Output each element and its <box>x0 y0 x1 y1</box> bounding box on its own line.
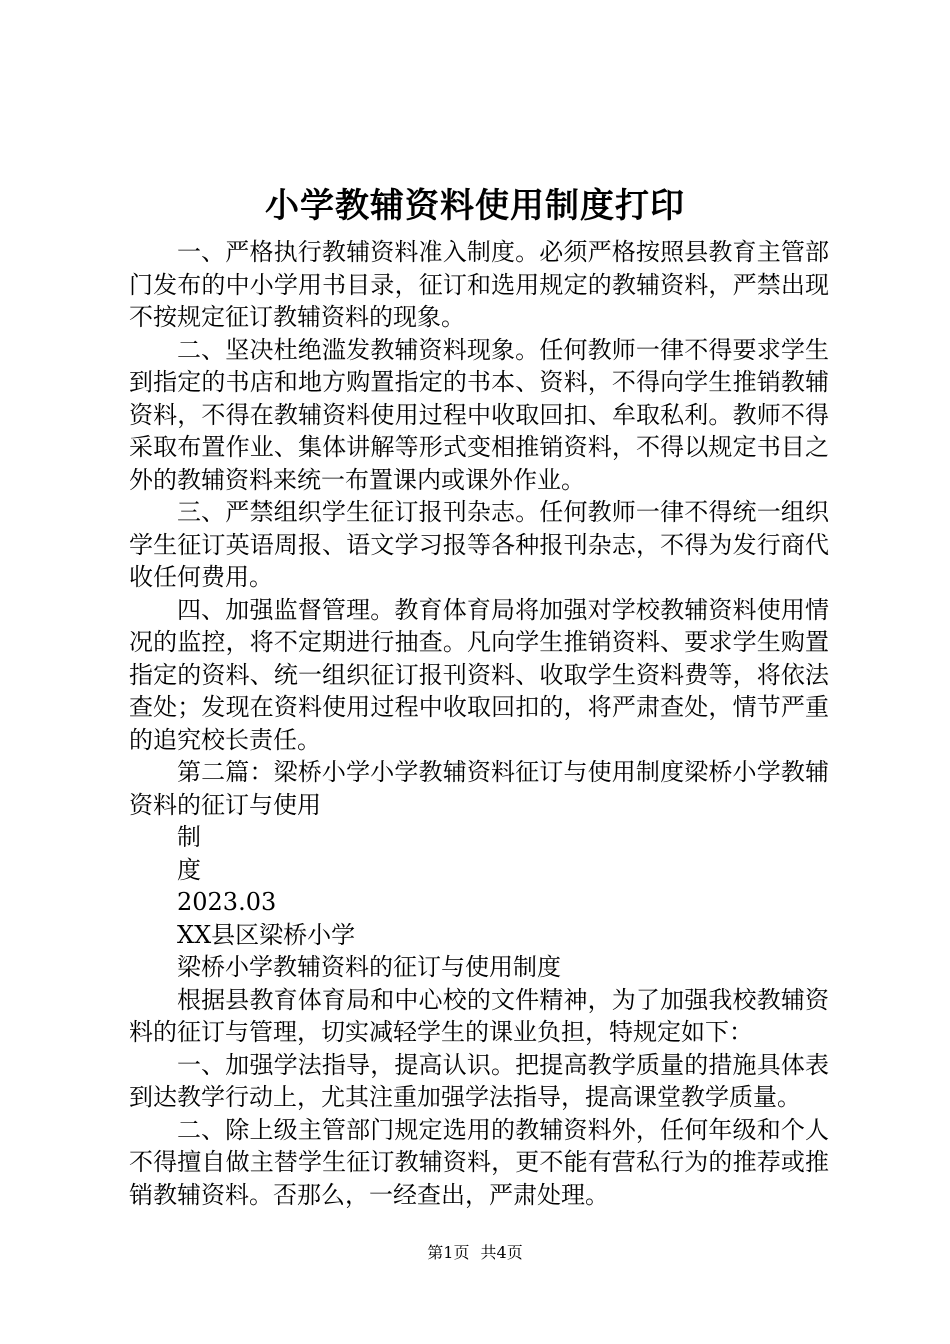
paragraph-1: 一、严格执行教辅资料准入制度。必须严格按照县教育主管部门发布的中小学用书目录，征订和选用规定的教辅资料，严禁出现不按规定征订教辅资料的现象。 <box>129 238 829 331</box>
page-total: 共4页 <box>480 1243 523 1262</box>
document-body <box>129 236 829 1211</box>
paragraph-4: 四、加强监督管理。教育体育局将加强对学校教辅资料使用情况的监控，将不定期进行抽查。凡向学生推销资料、要求学生购置指定的资料、统一组织征订报刊资料、收取学生资料费等，将依法查处；发现在资料使用过程中收取回扣的，将严肃查处，情节严重的追究校长责任。 <box>129 595 829 754</box>
document-title: 小学教辅资料使用制度打印 <box>265 186 685 226</box>
section-two-heading: 第二篇：梁桥小学小学教辅资料征订与使用制度梁桥小学教辅资料的征订与使用 <box>129 758 829 819</box>
cover-line-zhi: 制 <box>177 823 201 851</box>
subtitle: 梁桥小学教辅资料的征订与使用制度 <box>177 953 561 981</box>
cover-date: 2023.03 <box>177 888 277 916</box>
paragraph-5: 根据县教育体育局和中心校的文件精神，为了加强我校教辅资料的征订与管理，切实减轻学生的课业负担，特规定如下： <box>129 985 829 1046</box>
paragraph-7: 二、除上级主管部门规定选用的教辅资料外，任何年级和个人不得擅自做主替学生征订教辅资料，更不能有营私行为的推荐或推销教辅资料。否那么，一经查出，严肃处理。 <box>129 1115 829 1209</box>
cover-line-du: 度 <box>177 855 201 884</box>
page-footer <box>0 1241 950 1265</box>
page-number: 第1页 <box>427 1243 470 1262</box>
cover-school: XX县区梁桥小学 <box>177 920 356 949</box>
paragraph-2: 二、坚决杜绝滥发教辅资料现象。任何教师一律不得要求学生到指定的书店和地方购置指定的书本、资料，不得向学生推销教辅资料，不得在教辅资料使用过程中收取回扣、牟取私利。教师不得采取布置作业、集体讲解等形式变相推销资料，不得以规定书目之外的教辅资料来统一布置课内或课外作业。 <box>129 335 829 494</box>
paragraph-3: 三、严禁组织学生征订报刊杂志。任何教师一律不得统一组织学生征订英语周报、语文学习报等各种报刊杂志，不得为发行商代收任何费用。 <box>129 498 829 591</box>
paragraph-6: 一、加强学法指导，提高认识。把提高教学质量的措施具体表到达教学行动上，尤其注重加强学法指导，提高课堂教学质量。 <box>129 1050 829 1111</box>
